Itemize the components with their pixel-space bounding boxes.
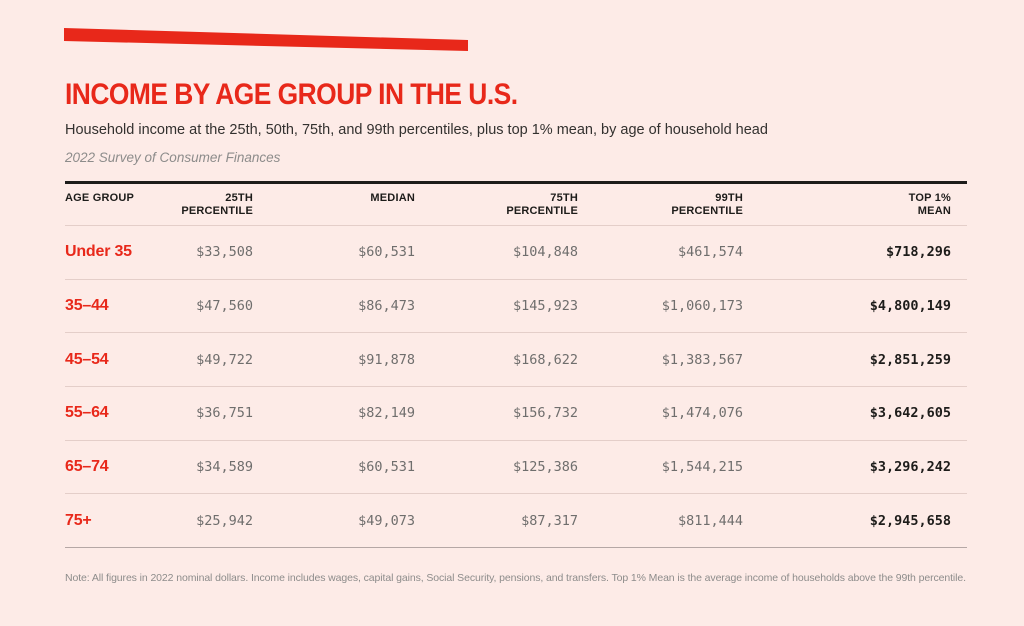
table-header-row [65, 183, 967, 226]
page-title: INCOME BY AGE GROUP IN THE U.S. [65, 78, 518, 111]
age-group-label: 55–64 [65, 387, 178, 441]
top1-mean-value: $2,851,259 [743, 333, 967, 387]
data-source-line: 2022 Survey of Consumer Finances [65, 150, 281, 165]
age-group-label: 45–54 [65, 333, 178, 387]
p99-value: $1,383,567 [578, 333, 743, 387]
column-header-99th-percentile: 99TH PERCENTILE [578, 183, 743, 226]
column-header-25th-percentile: 25TH PERCENTILE [178, 183, 253, 226]
p99-value: $1,544,215 [578, 440, 743, 494]
p25-value: $47,560 [178, 279, 253, 333]
p25-value: $36,751 [178, 387, 253, 441]
median-value: $60,531 [253, 226, 415, 280]
age-group-label: Under 35 [65, 226, 178, 280]
footnote: Note: All figures in 2022 nominal dollars. Income includes wages, capital gains, Social Security, pensions, and transfers. Top 1% Mean is the average income of households above the 99th percentile. [65, 572, 966, 584]
table-row-55-64 [65, 387, 967, 441]
p25-value: $49,722 [178, 333, 253, 387]
table-header [65, 183, 967, 226]
p25-value: $34,589 [178, 440, 253, 494]
median-value: $49,073 [253, 494, 415, 548]
p99-value: $1,474,076 [578, 387, 743, 441]
column-header-median: MEDIAN [253, 183, 415, 226]
column-header-age-group: AGE GROUP [65, 183, 178, 226]
p75-value: $125,386 [415, 440, 578, 494]
table-row-35-44 [65, 279, 967, 333]
median-value: $86,473 [253, 279, 415, 333]
income-by-age-table [65, 181, 967, 548]
age-group-label: 65–74 [65, 440, 178, 494]
red-marker-stroke [64, 27, 468, 53]
table-row-45-54 [65, 333, 967, 387]
p25-value: $25,942 [178, 494, 253, 548]
p75-value: $156,732 [415, 387, 578, 441]
age-group-label: 35–44 [65, 279, 178, 333]
p75-value: $145,923 [415, 279, 578, 333]
p99-value: $1,060,173 [578, 279, 743, 333]
top1-mean-value: $3,642,605 [743, 387, 967, 441]
median-value: $60,531 [253, 440, 415, 494]
column-header-top-1pct-mean: TOP 1% MEAN [743, 183, 967, 226]
p75-value: $104,848 [415, 226, 578, 280]
p99-value: $811,444 [578, 494, 743, 548]
table-row-under-35 [65, 226, 967, 280]
table-body [65, 226, 967, 548]
column-header-75th-percentile: 75TH PERCENTILE [415, 183, 578, 226]
page-subtitle: Household income at the 25th, 50th, 75th, and 99th percentiles, plus top 1% mean, by age of household head [65, 122, 768, 138]
top1-mean-value: $2,945,658 [743, 494, 967, 548]
median-value: $82,149 [253, 387, 415, 441]
table-row-75-plus [65, 494, 967, 548]
top1-mean-value: $4,800,149 [743, 279, 967, 333]
median-value: $91,878 [253, 333, 415, 387]
p25-value: $33,508 [178, 226, 253, 280]
top1-mean-value: $3,296,242 [743, 440, 967, 494]
age-group-label: 75+ [65, 494, 178, 548]
table-row-65-74 [65, 440, 967, 494]
p75-value: $168,622 [415, 333, 578, 387]
p99-value: $461,574 [578, 226, 743, 280]
top1-mean-value: $718,296 [743, 226, 967, 280]
p75-value: $87,317 [415, 494, 578, 548]
